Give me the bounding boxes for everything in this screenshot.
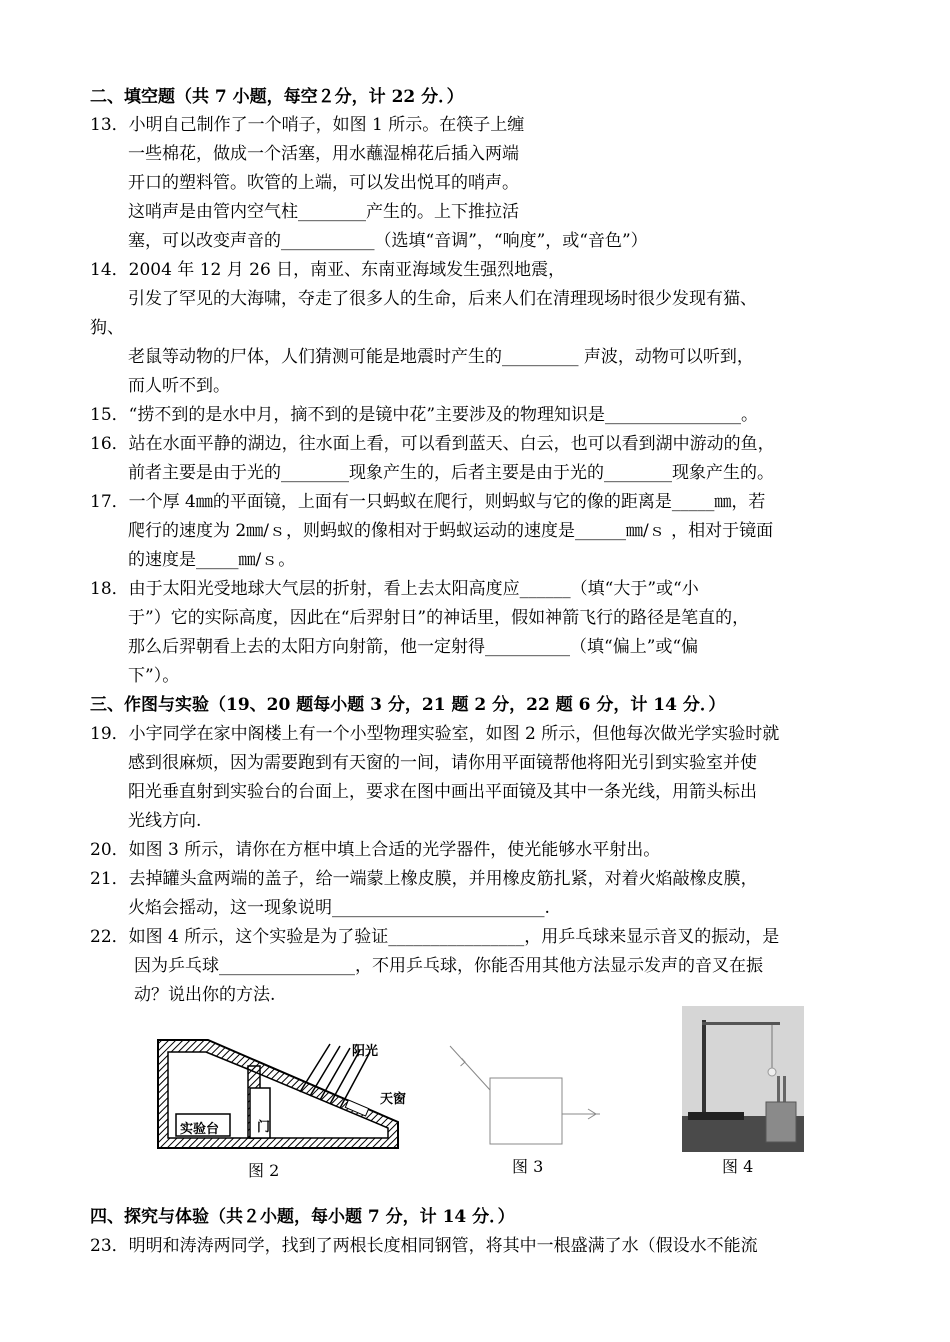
question-14-line: 引发了罕见的大海啸，夺走了很多人的生命，后来人们在清理现场时很少发现有猫、 bbox=[128, 289, 757, 309]
question-13-line: 13．小明自己制作了一个哨子，如图 1 所示。在筷子上缠 bbox=[90, 115, 525, 135]
question-18-line: 18．由于太阳光受地球大气层的折射，看上去太阳高度应______（填“大于”或“小 bbox=[90, 579, 699, 599]
figure-4-caption: 图 4 bbox=[722, 1157, 754, 1176]
question-21-line: 火焰会摇动，这一现象说明_________________________. bbox=[128, 898, 550, 918]
figure-2-label-window: 天窗 bbox=[380, 1092, 407, 1107]
section-3-heading: 三、作图与实验（19、20 题每小题 3 分，21 题 2 分，22 题 6 分，计 14 分．） bbox=[90, 695, 726, 715]
incident-ray bbox=[450, 1046, 490, 1090]
stand-base bbox=[688, 1112, 744, 1120]
figure-2-label-sun: 阳光 bbox=[352, 1044, 379, 1059]
question-19-line: 光线方向. bbox=[128, 811, 202, 831]
question-13-line: 塞，可以改变声音的___________（选填“音调”，“响度”，或“音色”） bbox=[128, 231, 648, 251]
question-23-line: 23．明明和涛涛两同学，找到了两根长度相同钢管，将其中一根盛满了水（假设水不能流 bbox=[90, 1236, 758, 1256]
question-19-line: 感到很麻烦，因为需要跑到有天窗的一间，请你用平面镜帮他将阳光引到实验室并使 bbox=[128, 753, 757, 773]
sun-ray bbox=[320, 1048, 350, 1100]
question-22-line: 22．如图 4 所示，这个实验是为了验证________________，用乒乓球来显示音叉的振动，是 bbox=[90, 927, 780, 947]
question-13-line: 这哨声是由管内空气柱________产生的。上下推拉活 bbox=[128, 202, 519, 222]
section-2-heading: 二、填空题（共 7 小题，每空２分，计 22 分．） bbox=[90, 87, 464, 107]
figure-3-caption: 图 3 bbox=[512, 1157, 544, 1176]
question-17-line: 17．一个厚 4㎜的平面镜，上面有一只蚂蚁在爬行，则蚂蚁与它的像的距离是_____㎜，若 bbox=[90, 492, 766, 512]
question-16-line: 16．站在水面平静的湖边，往水面上看，可以看到蓝天、白云，也可以看到湖中游动的鱼， bbox=[90, 434, 775, 454]
fork-prong bbox=[777, 1076, 780, 1102]
section-4-heading: 四、探究与体验（共２小题，每小题 7 分，计 14 分．） bbox=[90, 1207, 515, 1227]
question-19-line: 阳光垂直射到实验台的台面上，要求在图中画出平面镜及其中一条光线，用箭头标出 bbox=[128, 782, 757, 802]
question-18-line: 于”）它的实际高度，因此在“后羿射日”的神话里，假如神箭飞行的路径是笔直的， bbox=[128, 608, 750, 628]
question-17-line: 爬行的速度为 2㎜/ｓ，则蚂蚁的像相对于蚂蚁运动的速度是______㎜/ｓ ，相对于镜面 bbox=[128, 521, 774, 541]
question-22-line: 因为乒乓球________________，不用乒乓球，你能否用其他方法显示发声的音叉在振 bbox=[134, 956, 763, 976]
optics-box bbox=[490, 1078, 562, 1144]
question-16-line: 前者主要是由于光的________现象产生的，后者主要是由于光的________现象产生的。 bbox=[128, 463, 774, 483]
sun-ray bbox=[310, 1046, 340, 1096]
question-20-line: 20．如图 3 所示，请你在方框中填上合适的光学器件，使光能够水平射出。 bbox=[90, 840, 661, 860]
ping-pong-ball bbox=[768, 1068, 776, 1076]
question-21-line: 21．去掉罐头盒两端的盖子，给一端蒙上橡皮膜，并用橡皮筋扎紧，对着火焰敲橡皮膜， bbox=[90, 869, 758, 889]
fork-prong bbox=[783, 1076, 786, 1102]
question-13-line: 一些棉花，做成一个活塞，用水蘸湿棉花后插入两端 bbox=[128, 144, 519, 164]
stand-rod bbox=[702, 1020, 706, 1120]
question-18-line: 下”）。 bbox=[128, 666, 180, 686]
question-13-line: 开口的塑料管。吹管的上端，可以发出悦耳的哨声。 bbox=[128, 173, 519, 193]
question-22-line: 动？说出你的方法. bbox=[134, 985, 276, 1005]
figure-2-label-bench: 实验台 bbox=[180, 1122, 220, 1137]
figure-2-label-door: 门 bbox=[257, 1120, 271, 1135]
question-17-line: 的速度是_____㎜/ｓ。 bbox=[128, 550, 296, 570]
sun-ray bbox=[300, 1044, 330, 1092]
question-19-line: 19．小宇同学在家中阁楼上有一个小型物理实验室，如图 2 所示，但他每次做光学实验时就 bbox=[90, 724, 780, 744]
figure-2-caption: 图 2 bbox=[248, 1161, 280, 1180]
question-14-line: 而人听不到。 bbox=[128, 376, 230, 396]
question-14-line: 14．2004 年 12 月 26 日，南亚、东南亚海域发生强烈地震， bbox=[90, 260, 566, 280]
question-15-line: 15．“捞不到的是水中月，摘不到的是镜中花”主要涉及的物理知识是________________。 bbox=[90, 405, 759, 425]
question-14-line: 老鼠等动物的尸体，人们猜测可能是地震时产生的_________ 声波，动物可以听到， bbox=[128, 347, 754, 367]
figure-4-tuning-fork-photo bbox=[682, 1006, 804, 1152]
question-18-line: 那么后羿朝看上去的太阳方向射箭，他一定射得__________（填“偏上”或“偏 bbox=[128, 637, 699, 657]
question-14-line: 狗、 bbox=[90, 318, 124, 338]
resonance-box bbox=[766, 1102, 796, 1142]
figure-3-optics-box bbox=[440, 1040, 610, 1150]
incident-arrow bbox=[457, 1058, 465, 1066]
stand-arm bbox=[702, 1022, 780, 1025]
